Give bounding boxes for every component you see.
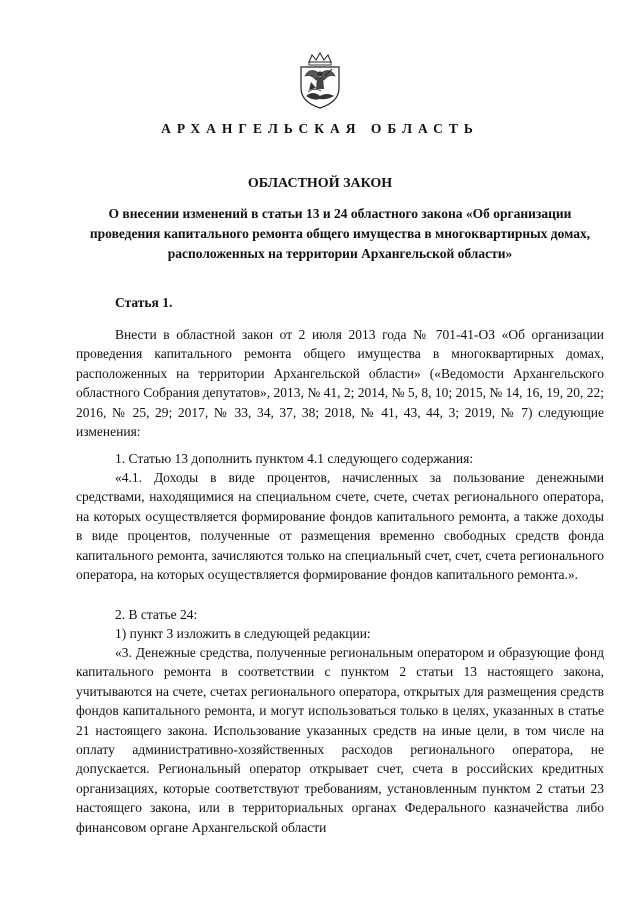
item-2-title: 2. В статье 24: <box>115 607 198 622</box>
article-title: Статья 1. <box>115 295 173 310</box>
intro-paragraph: Внести в областной закон от 2 июля 2013 года № 701-41-ОЗ «Об организации проведения капитального ремонта общего имущества в многоквартирных домах, расположенных на территории Архангельской области» («Ведомости Архангельского областного Собрания депутатов», 2013, № 41, 2; 2014, № 5, 8, 10; 2015, № 14, 16, 19, 20, 22; 2016, № 25, 29; 2017, № 33, 34, 37, 38; 2018, № 41, 43, 44, 3; 2019, № 7) следующие изменения: <box>76 327 604 440</box>
coat-of-arms-emblem <box>297 52 343 110</box>
item-2-text: «3. Денежные средства, полученные региональным оператором и образующие фонд капитального ремонта в соответствии с пунктом 2 статьи 13 настоящего закона, учитываются на счете, счетах регионального оператора, открытых для размещения средств фондов капитального ремонта, и могут использоваться только в целях, указанных в статье 21 настоящего закона. Использование указанных средств на иные цели, в том числе на оплату административно-хозяйственных расходов регионального оператора, не допускается. Региональный оператор открывает счет, счета в российских кредитных организациях, которые соответствуют требованиям, установленным пунктом 2 статьи 23 настоящего закона, или в территориальных органах Федерального казначейства либо финансовом органе Архангельской области <box>76 645 604 835</box>
item-1-title: 1. Статью 13 дополнить пунктом 4.1 следующего содержания: <box>115 451 474 466</box>
region-name: АРХАНГЕЛЬСКАЯ ОБЛАСТЬ <box>161 121 479 136</box>
item-1-text: «4.1. Доходы в виде процентов, начисленных за пользование денежными средствами, находящимися на специальном счете, счете, счетах регионального оператора, на которых осуществляется формирование фондов капитального ремонта, а также доходы в виде процентов, полученные от размещения временно свободных средств фонда капитального ремонта, зачисляются только на специальный счет, счет, счета регионального оператора, на которых осуществляется формирование фондов капитального ремонта.». <box>76 470 604 583</box>
law-subject-title: О внесении изменений в статьи 13 и 24 областного закона «Об организации проведения капитального ремонта общего имущества в многоквартирных домах, расположенных на территории Архангельской области» <box>89 206 591 261</box>
arkhangelsk-coat-of-arms-icon <box>297 52 343 110</box>
law-type-title: ОБЛАСТНОЙ ЗАКОН <box>247 176 393 191</box>
item-2-subitem-1: 1) пункт 3 изложить в следующей редакции: <box>115 626 371 641</box>
